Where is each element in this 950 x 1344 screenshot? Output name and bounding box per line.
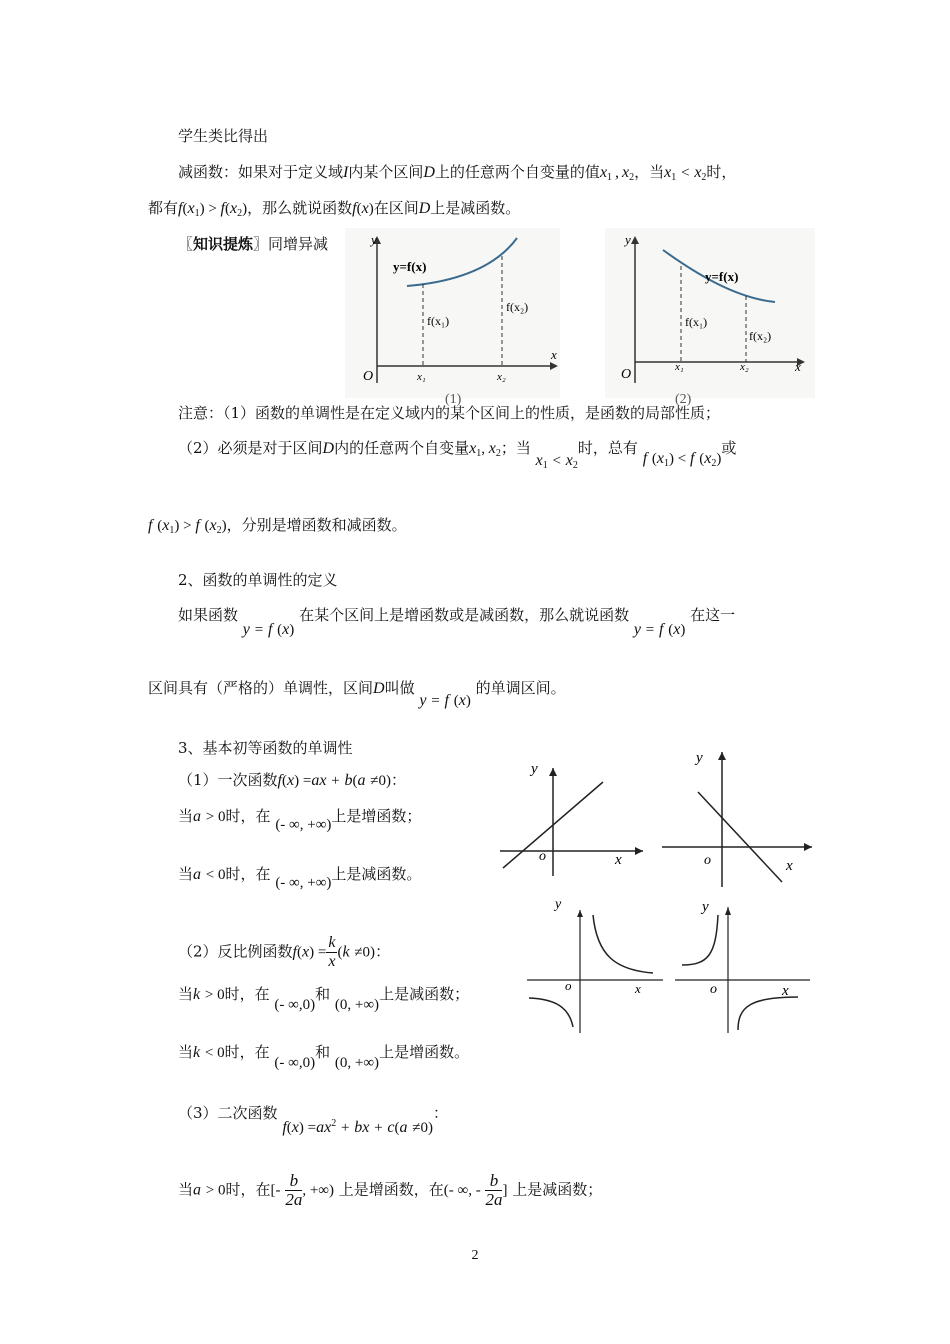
y-axis-label: y <box>625 232 631 247</box>
svg-text:y: y <box>702 899 709 915</box>
svg-text:o: o <box>565 978 572 993</box>
svg-text:x: x <box>786 858 793 874</box>
linear-increasing-graph <box>495 758 645 878</box>
x2-label: x₂ <box>497 371 506 383</box>
inverse-negative: 当k < 0时，在 (- ∞,0)和 (0, +∞)上是增函数。 <box>178 1043 470 1071</box>
linear-negative: 当a < 0时，在 (- ∞, +∞)上是减函数。 <box>178 865 422 891</box>
section-2-p2: 区间具有（严格的）单调性，区间D叫做 y = f (x) 的单调区间。 <box>148 679 566 709</box>
svg-text:o: o <box>704 853 711 868</box>
x-axis-label: x <box>551 347 557 362</box>
linear-function-title: （1）一次函数f(x) =ax + b(a ≠0)： <box>178 771 406 789</box>
svg-text:y: y <box>555 897 562 912</box>
decreasing-function-graph <box>605 228 815 407</box>
inverse-function-title: （2）反比例函数f(x) = $\frac{k}{x}$ (k ≠0)： <box>178 934 391 970</box>
x1-label: x₁ <box>417 371 426 383</box>
linear-positive: 当a > 0时，在 (- ∞, +∞)上是增函数； <box>178 807 422 833</box>
decreasing-def-line1: 减函数：如果对于定义域I内某个区间D上的任意两个自变量的值$x_1$ , $x_2$，当$x_1 < x_2$时， <box>178 163 737 183</box>
y-axis-label: y <box>371 232 377 247</box>
note-3: f $(x_1) > f$ $(x_2)$，分别是增函数和减函数。 <box>148 516 407 536</box>
svg-text:y: y <box>531 761 538 777</box>
knowledge-summary: 〖知识提炼〗同增异减 <box>178 235 329 253</box>
inverse-positive: 当k > 0时，在 (- ∞,0)和 (0, +∞)上是减函数； <box>178 985 470 1013</box>
inverse-negative-k-graph <box>670 895 815 1035</box>
origin-label: O <box>621 367 632 382</box>
svg-text:x: x <box>615 852 622 868</box>
section-3-title: 3、基本初等函数的单调性 <box>178 739 353 757</box>
x2-label: x₂ <box>740 361 749 373</box>
svg-text:o: o <box>539 849 546 864</box>
page-number: 2 <box>471 1248 479 1263</box>
svg-text:o: o <box>710 982 717 997</box>
caption-2: (2) <box>675 392 692 407</box>
x-axis-label: x <box>795 359 801 374</box>
fx2-label: f(x₂) <box>506 300 529 314</box>
x1-label: x₁ <box>675 361 684 373</box>
note-1: 注意：（1）函数的单调性是在定义域内的某个区间上的性质，是函数的局部性质； <box>178 404 721 422</box>
fx1-label: f(x₁) <box>427 314 450 328</box>
paragraph-student: 学生类比得出 <box>178 127 269 145</box>
svg-text:x: x <box>635 981 641 996</box>
svg-text:y: y <box>696 750 703 766</box>
note-2: （2）必须是对于区间D内的任意两个自变量$x_1$, $x_2$；当 $x_1 < x_2$时，总有 f $(x_1) < f$ $(x_2)$或 <box>178 439 737 471</box>
fx2-label: f(x₂) <box>749 329 772 343</box>
section-2-title: 2、函数的单调性的定义 <box>178 571 338 589</box>
curve-label: y=f(x) <box>393 259 427 274</box>
curve-label: y=f(x) <box>705 269 739 284</box>
increasing-function-graph <box>345 228 560 407</box>
origin-label: O <box>363 369 374 384</box>
decreasing-def-line2: 都有$f(x_1) > f(x_2)$，那么就说函数f(x)在区间D上是减函数。 <box>148 199 521 219</box>
svg-text:x: x <box>782 983 789 999</box>
linear-decreasing-graph <box>660 742 815 892</box>
section-2-p1: 如果函数 y = f (x) 在某个区间上是增函数或是减函数，那么就说函数 y = f (x) 在这一 <box>178 606 736 638</box>
caption-1: (1) <box>445 392 462 407</box>
inverse-positive-k-graph <box>525 895 665 1035</box>
fx1-label: f(x₁) <box>685 315 708 329</box>
quadratic-positive: 当a > 0时，在[- $\frac{b}{2a}$ , +∞) 上是增函数，在(- ∞, - $\frac{b}{2a}$ ] 上是减函数； <box>178 1171 603 1209</box>
quadratic-function-title: （3）二次函数 $f(x) =ax^2$ + bx + c(a ≠0)： <box>178 1104 449 1136</box>
